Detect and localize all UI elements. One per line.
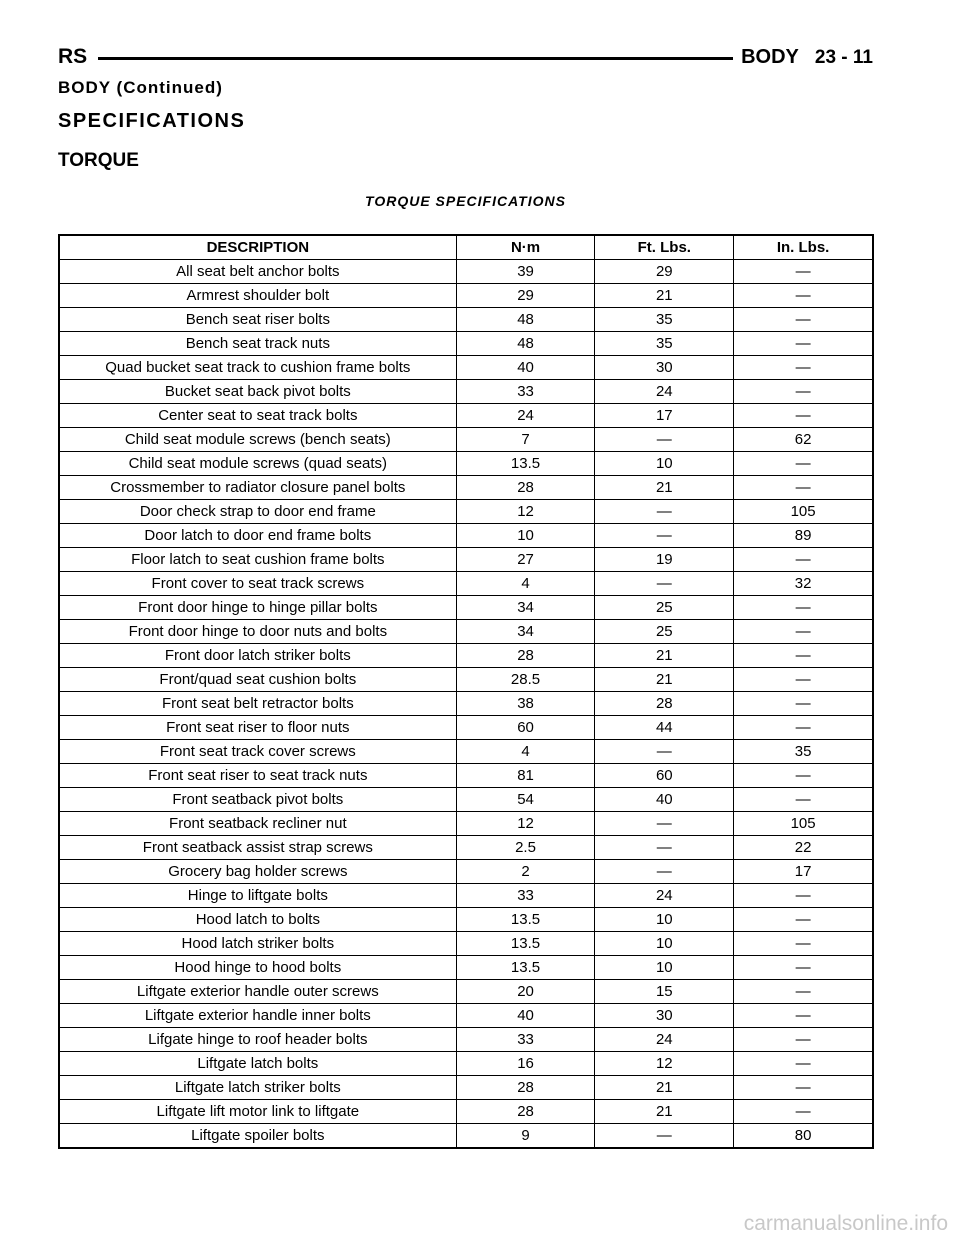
continued-heading: BODY (Continued) bbox=[58, 78, 223, 97]
table-row bbox=[59, 644, 873, 668]
in-lbs-cell: — bbox=[734, 548, 873, 572]
description-cell: Front door hinge to door nuts and bolts bbox=[59, 620, 456, 644]
nm-cell: 34 bbox=[456, 620, 595, 644]
table-row bbox=[59, 476, 873, 500]
in-lbs-cell: — bbox=[734, 932, 873, 956]
nm-cell: 39 bbox=[456, 260, 595, 284]
ft-lbs-cell: 60 bbox=[595, 764, 734, 788]
ft-lbs-cell: 21 bbox=[595, 644, 734, 668]
description-cell: Liftgate latch bolts bbox=[59, 1052, 456, 1076]
description-cell: Armrest shoulder bolt bbox=[59, 284, 456, 308]
in-lbs-cell: — bbox=[734, 956, 873, 980]
nm-cell: 29 bbox=[456, 284, 595, 308]
ft-lbs-cell: 35 bbox=[595, 308, 734, 332]
in-lbs-cell: 80 bbox=[734, 1124, 873, 1149]
table-row bbox=[59, 860, 873, 884]
ft-lbs-cell: 21 bbox=[595, 1076, 734, 1100]
description-cell: Front seatback pivot bolts bbox=[59, 788, 456, 812]
nm-cell: 24 bbox=[456, 404, 595, 428]
description-cell: Child seat module screws (quad seats) bbox=[59, 452, 456, 476]
in-lbs-cell: 105 bbox=[734, 812, 873, 836]
nm-cell: 81 bbox=[456, 764, 595, 788]
description-cell: Hood latch to bolts bbox=[59, 908, 456, 932]
description-cell: Front seatback assist strap screws bbox=[59, 836, 456, 860]
ft-lbs-cell: — bbox=[595, 524, 734, 548]
ft-lbs-cell: 30 bbox=[595, 356, 734, 380]
description-cell: Bench seat riser bolts bbox=[59, 308, 456, 332]
page-header bbox=[58, 44, 873, 72]
in-lbs-cell: — bbox=[734, 476, 873, 500]
description-cell: Floor latch to seat cushion frame bolts bbox=[59, 548, 456, 572]
table-row bbox=[59, 1124, 873, 1149]
subsection-heading: TORQUE bbox=[58, 150, 139, 171]
ft-lbs-cell: 30 bbox=[595, 1004, 734, 1028]
table-row bbox=[59, 428, 873, 452]
in-lbs-cell: — bbox=[734, 980, 873, 1004]
table-row bbox=[59, 620, 873, 644]
nm-cell: 7 bbox=[456, 428, 595, 452]
nm-cell: 2.5 bbox=[456, 836, 595, 860]
table-row bbox=[59, 500, 873, 524]
table-row bbox=[59, 404, 873, 428]
table-row bbox=[59, 260, 873, 284]
in-lbs-cell: — bbox=[734, 308, 873, 332]
nm-cell: 4 bbox=[456, 740, 595, 764]
table-row bbox=[59, 308, 873, 332]
nm-cell: 27 bbox=[456, 548, 595, 572]
ft-lbs-cell: 21 bbox=[595, 284, 734, 308]
nm-cell: 28.5 bbox=[456, 668, 595, 692]
nm-cell: 40 bbox=[456, 1004, 595, 1028]
in-lbs-cell: — bbox=[734, 260, 873, 284]
column-header-nm: N·m bbox=[456, 235, 595, 260]
ft-lbs-cell: 44 bbox=[595, 716, 734, 740]
nm-cell: 4 bbox=[456, 572, 595, 596]
description-cell: Lifgate hinge to roof header bolts bbox=[59, 1028, 456, 1052]
table-row bbox=[59, 284, 873, 308]
column-header-description: DESCRIPTION bbox=[59, 235, 456, 260]
table-row bbox=[59, 452, 873, 476]
ft-lbs-cell: 10 bbox=[595, 932, 734, 956]
description-cell: Front/quad seat cushion bolts bbox=[59, 668, 456, 692]
column-header-in-lbs: In. Lbs. bbox=[734, 235, 873, 260]
description-cell: Front seat belt retractor bolts bbox=[59, 692, 456, 716]
nm-cell: 12 bbox=[456, 812, 595, 836]
ft-lbs-cell: 25 bbox=[595, 620, 734, 644]
description-cell: Front cover to seat track screws bbox=[59, 572, 456, 596]
nm-cell: 16 bbox=[456, 1052, 595, 1076]
description-cell: Bucket seat back pivot bolts bbox=[59, 380, 456, 404]
nm-cell: 28 bbox=[456, 1100, 595, 1124]
in-lbs-cell: 35 bbox=[734, 740, 873, 764]
ft-lbs-cell: 35 bbox=[595, 332, 734, 356]
description-cell: Front door latch striker bolts bbox=[59, 644, 456, 668]
description-cell: Front seat track cover screws bbox=[59, 740, 456, 764]
ft-lbs-cell: — bbox=[595, 860, 734, 884]
ft-lbs-cell: 15 bbox=[595, 980, 734, 1004]
description-cell: Front seat riser to floor nuts bbox=[59, 716, 456, 740]
nm-cell: 12 bbox=[456, 500, 595, 524]
nm-cell: 13.5 bbox=[456, 956, 595, 980]
ft-lbs-cell: 12 bbox=[595, 1052, 734, 1076]
header-rule bbox=[98, 57, 733, 60]
table-row bbox=[59, 692, 873, 716]
nm-cell: 48 bbox=[456, 332, 595, 356]
in-lbs-cell: — bbox=[734, 404, 873, 428]
description-cell: Front seatback recliner nut bbox=[59, 812, 456, 836]
table-row bbox=[59, 332, 873, 356]
column-header-ft-lbs: Ft. Lbs. bbox=[595, 235, 734, 260]
in-lbs-cell: 32 bbox=[734, 572, 873, 596]
description-cell: Liftgate exterior handle outer screws bbox=[59, 980, 456, 1004]
ft-lbs-cell: 21 bbox=[595, 476, 734, 500]
table-row bbox=[59, 1052, 873, 1076]
nm-cell: 13.5 bbox=[456, 452, 595, 476]
table-row bbox=[59, 596, 873, 620]
table-row bbox=[59, 836, 873, 860]
nm-cell: 2 bbox=[456, 860, 595, 884]
ft-lbs-cell: 24 bbox=[595, 1028, 734, 1052]
description-cell: Door latch to door end frame bolts bbox=[59, 524, 456, 548]
ft-lbs-cell: 21 bbox=[595, 1100, 734, 1124]
table-row bbox=[59, 980, 873, 1004]
table-row bbox=[59, 740, 873, 764]
ft-lbs-cell: 10 bbox=[595, 452, 734, 476]
in-lbs-cell: — bbox=[734, 908, 873, 932]
table-row bbox=[59, 764, 873, 788]
in-lbs-cell: — bbox=[734, 716, 873, 740]
description-cell: Quad bucket seat track to cushion frame bolts bbox=[59, 356, 456, 380]
ft-lbs-cell: 24 bbox=[595, 380, 734, 404]
header-section: BODY bbox=[741, 46, 799, 68]
description-cell: Door check strap to door end frame bbox=[59, 500, 456, 524]
table-row bbox=[59, 884, 873, 908]
in-lbs-cell: 89 bbox=[734, 524, 873, 548]
nm-cell: 38 bbox=[456, 692, 595, 716]
description-cell: Front seat riser to seat track nuts bbox=[59, 764, 456, 788]
ft-lbs-cell: — bbox=[595, 1124, 734, 1149]
nm-cell: 34 bbox=[456, 596, 595, 620]
table-row bbox=[59, 908, 873, 932]
description-cell: Child seat module screws (bench seats) bbox=[59, 428, 456, 452]
nm-cell: 13.5 bbox=[456, 908, 595, 932]
watermark: carmanualsonline.info bbox=[743, 1212, 948, 1235]
in-lbs-cell: — bbox=[734, 1052, 873, 1076]
ft-lbs-cell: 19 bbox=[595, 548, 734, 572]
nm-cell: 54 bbox=[456, 788, 595, 812]
table-row bbox=[59, 1076, 873, 1100]
description-cell: Liftgate spoiler bolts bbox=[59, 1124, 456, 1149]
in-lbs-cell: — bbox=[734, 668, 873, 692]
ft-lbs-cell: 21 bbox=[595, 668, 734, 692]
header-model-code: RS bbox=[58, 45, 88, 68]
in-lbs-cell: — bbox=[734, 332, 873, 356]
nm-cell: 20 bbox=[456, 980, 595, 1004]
ft-lbs-cell: 29 bbox=[595, 260, 734, 284]
in-lbs-cell: — bbox=[734, 692, 873, 716]
table-row bbox=[59, 956, 873, 980]
table-caption: TORQUE SPECIFICATIONS bbox=[365, 193, 566, 209]
description-cell: Bench seat track nuts bbox=[59, 332, 456, 356]
in-lbs-cell: — bbox=[734, 764, 873, 788]
ft-lbs-cell: — bbox=[595, 740, 734, 764]
nm-cell: 33 bbox=[456, 1028, 595, 1052]
in-lbs-cell: — bbox=[734, 1004, 873, 1028]
table-row bbox=[59, 548, 873, 572]
torque-spec-table bbox=[58, 234, 874, 1149]
ft-lbs-cell: — bbox=[595, 836, 734, 860]
table-row bbox=[59, 524, 873, 548]
nm-cell: 40 bbox=[456, 356, 595, 380]
description-cell: Liftgate latch striker bolts bbox=[59, 1076, 456, 1100]
nm-cell: 13.5 bbox=[456, 932, 595, 956]
table-row bbox=[59, 716, 873, 740]
in-lbs-cell: 17 bbox=[734, 860, 873, 884]
in-lbs-cell: — bbox=[734, 788, 873, 812]
table-row bbox=[59, 812, 873, 836]
description-cell: Grocery bag holder screws bbox=[59, 860, 456, 884]
nm-cell: 28 bbox=[456, 476, 595, 500]
description-cell: Hood hinge to hood bolts bbox=[59, 956, 456, 980]
ft-lbs-cell: 28 bbox=[595, 692, 734, 716]
header-right bbox=[741, 44, 873, 71]
in-lbs-cell: — bbox=[734, 1100, 873, 1124]
description-cell: Hood latch striker bolts bbox=[59, 932, 456, 956]
nm-cell: 48 bbox=[456, 308, 595, 332]
nm-cell: 10 bbox=[456, 524, 595, 548]
in-lbs-cell: — bbox=[734, 1076, 873, 1100]
ft-lbs-cell: 40 bbox=[595, 788, 734, 812]
in-lbs-cell: — bbox=[734, 620, 873, 644]
in-lbs-cell: — bbox=[734, 452, 873, 476]
ft-lbs-cell: — bbox=[595, 500, 734, 524]
table-row bbox=[59, 668, 873, 692]
in-lbs-cell: 62 bbox=[734, 428, 873, 452]
nm-cell: 28 bbox=[456, 644, 595, 668]
in-lbs-cell: 105 bbox=[734, 500, 873, 524]
in-lbs-cell: — bbox=[734, 884, 873, 908]
nm-cell: 33 bbox=[456, 380, 595, 404]
table-row bbox=[59, 932, 873, 956]
table-row bbox=[59, 380, 873, 404]
nm-cell: 60 bbox=[456, 716, 595, 740]
table-row bbox=[59, 1004, 873, 1028]
header-page-number: 23 - 11 bbox=[814, 47, 873, 68]
description-cell: Liftgate exterior handle inner bolts bbox=[59, 1004, 456, 1028]
ft-lbs-cell: 10 bbox=[595, 956, 734, 980]
in-lbs-cell: — bbox=[734, 1028, 873, 1052]
description-cell: Crossmember to radiator closure panel bolts bbox=[59, 476, 456, 500]
in-lbs-cell: — bbox=[734, 380, 873, 404]
ft-lbs-cell: — bbox=[595, 572, 734, 596]
in-lbs-cell: — bbox=[734, 644, 873, 668]
nm-cell: 9 bbox=[456, 1124, 595, 1149]
in-lbs-cell: — bbox=[734, 596, 873, 620]
ft-lbs-cell: 10 bbox=[595, 908, 734, 932]
in-lbs-cell: — bbox=[734, 284, 873, 308]
description-cell: Front door hinge to hinge pillar bolts bbox=[59, 596, 456, 620]
ft-lbs-cell: — bbox=[595, 812, 734, 836]
ft-lbs-cell: 17 bbox=[595, 404, 734, 428]
description-cell: All seat belt anchor bolts bbox=[59, 260, 456, 284]
section-heading: SPECIFICATIONS bbox=[58, 110, 246, 132]
description-cell: Center seat to seat track bolts bbox=[59, 404, 456, 428]
ft-lbs-cell: 25 bbox=[595, 596, 734, 620]
table-row bbox=[59, 572, 873, 596]
ft-lbs-cell: 24 bbox=[595, 884, 734, 908]
table-row bbox=[59, 788, 873, 812]
nm-cell: 33 bbox=[456, 884, 595, 908]
table-row bbox=[59, 356, 873, 380]
description-cell: Hinge to liftgate bolts bbox=[59, 884, 456, 908]
table-row bbox=[59, 1028, 873, 1052]
table-header-row bbox=[59, 235, 873, 260]
description-cell: Liftgate lift motor link to liftgate bbox=[59, 1100, 456, 1124]
in-lbs-cell: — bbox=[734, 356, 873, 380]
in-lbs-cell: 22 bbox=[734, 836, 873, 860]
ft-lbs-cell: — bbox=[595, 428, 734, 452]
nm-cell: 28 bbox=[456, 1076, 595, 1100]
table-row bbox=[59, 1100, 873, 1124]
